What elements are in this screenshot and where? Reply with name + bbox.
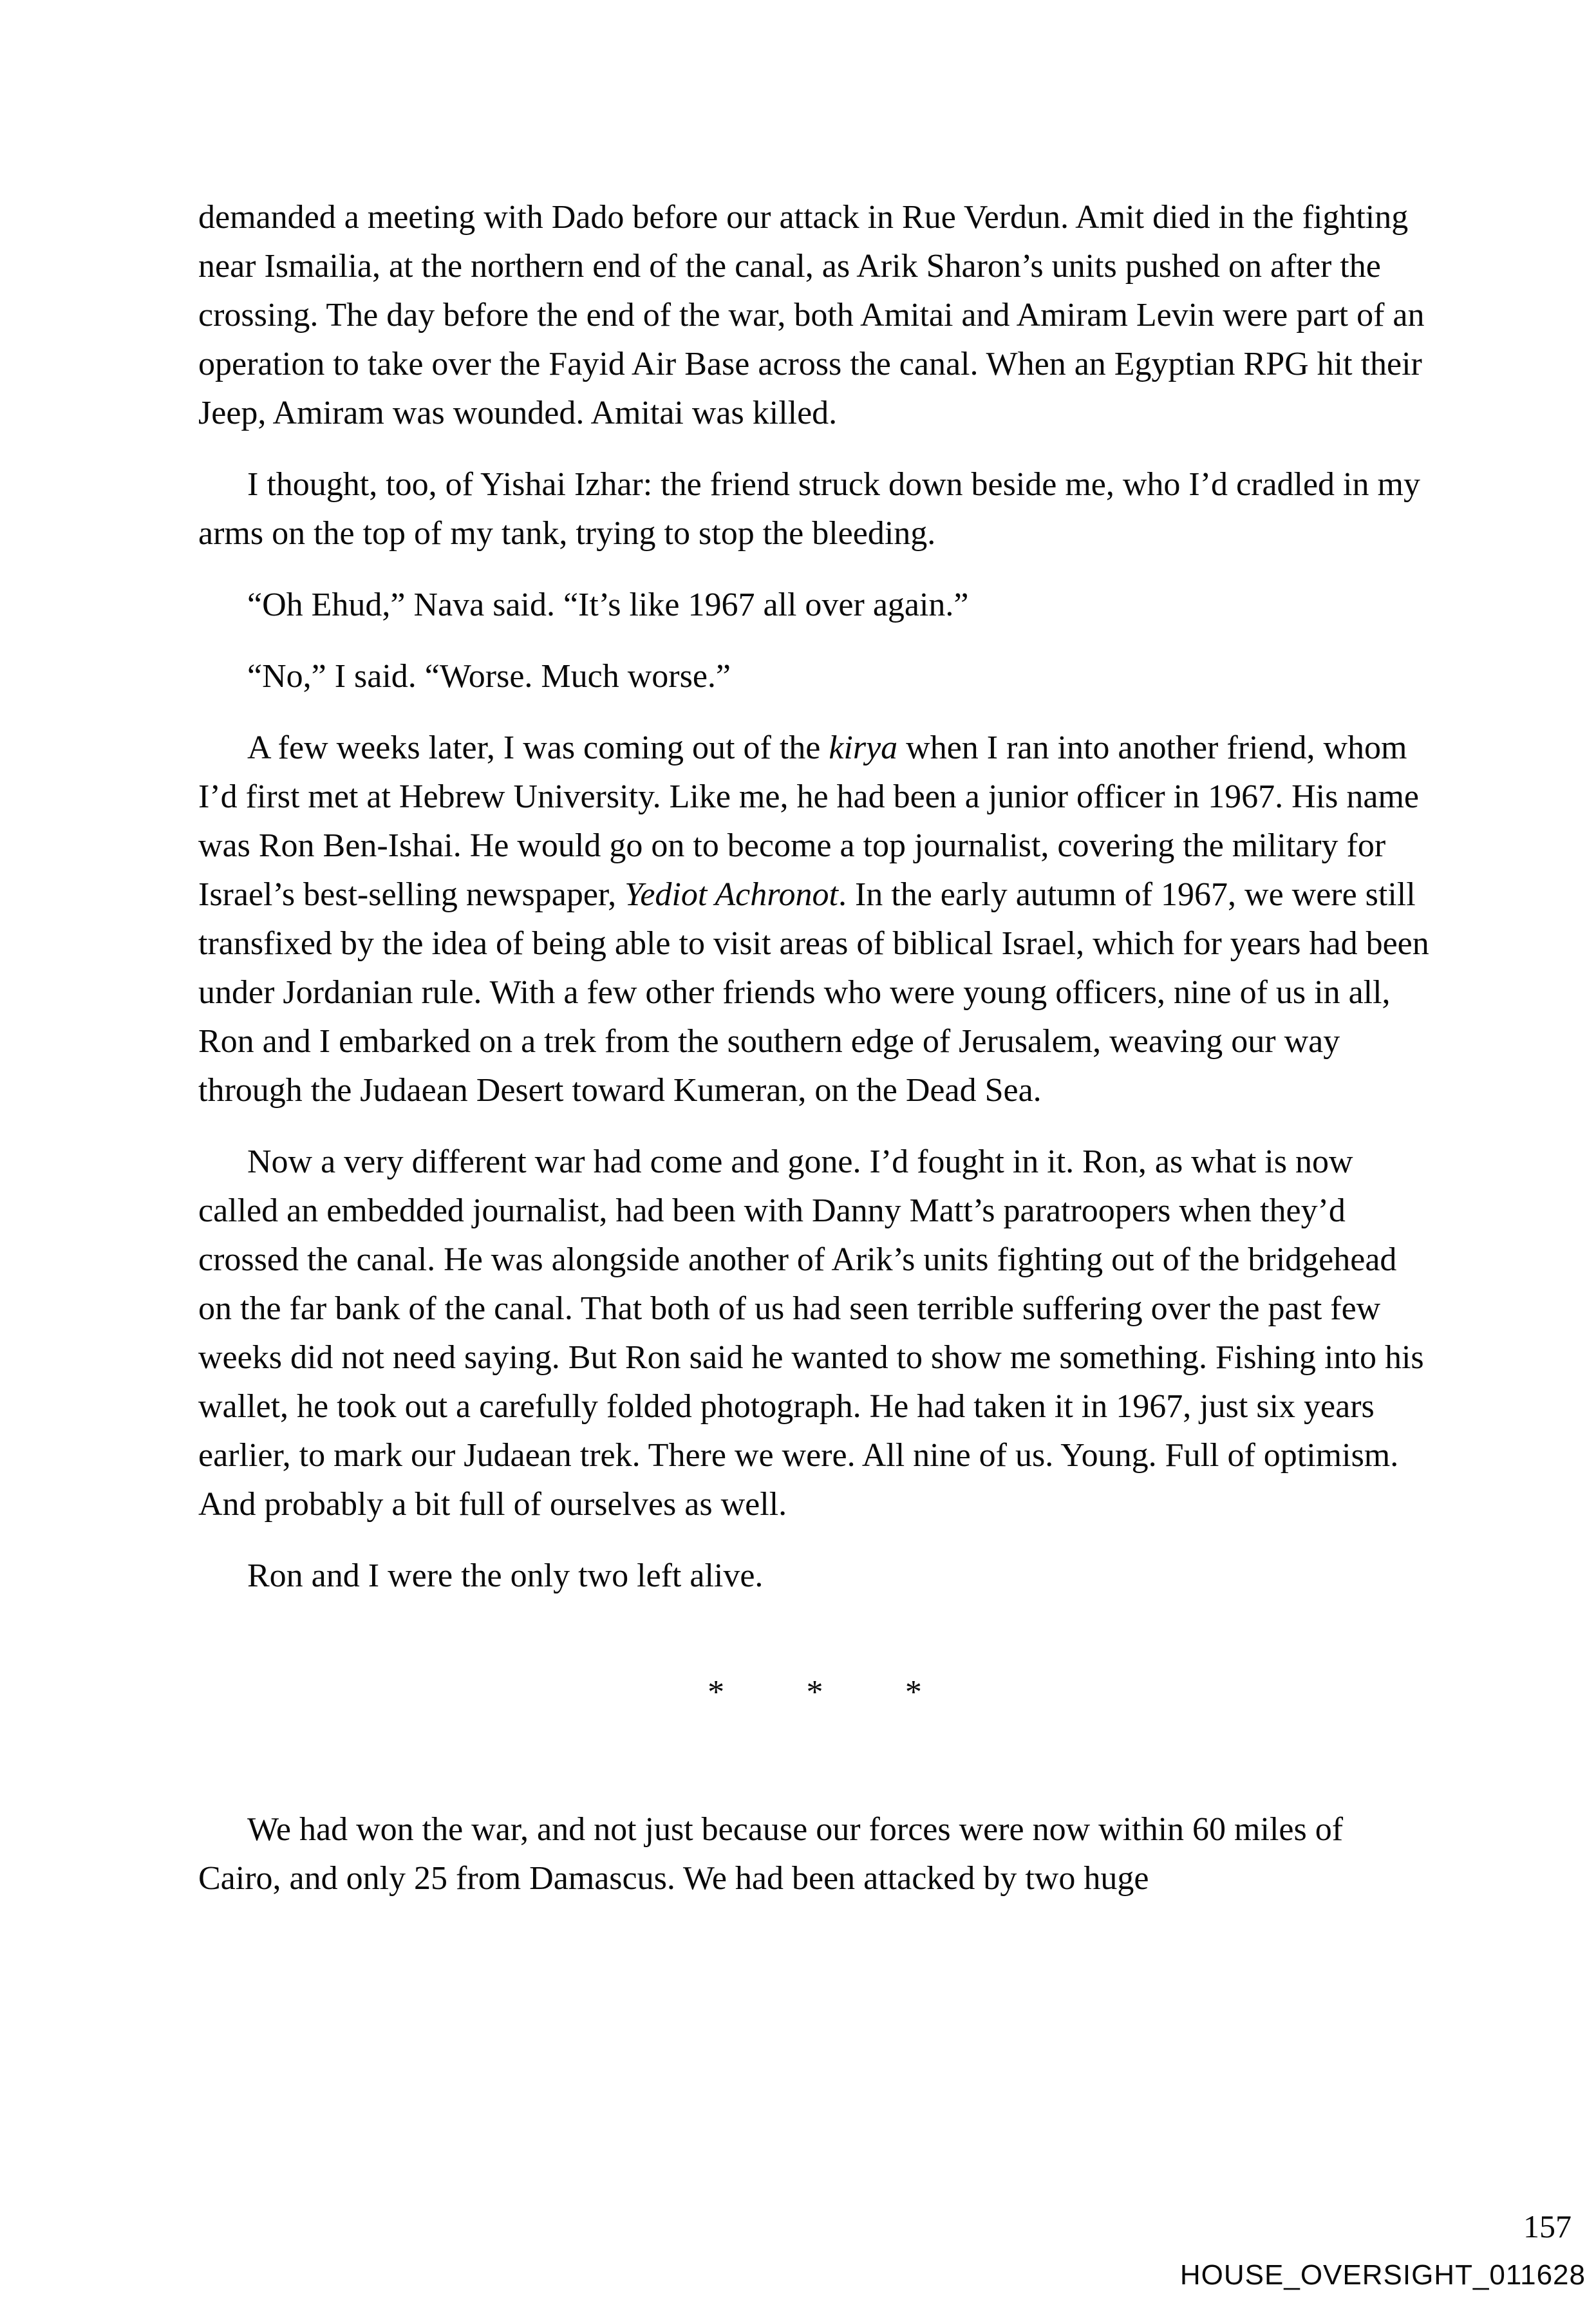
page-number: 157 (1523, 2208, 1572, 2244)
section-break: * * * (708, 1674, 922, 1711)
bates-stamp: HOUSE_OVERSIGHT_011628 (1179, 2259, 1586, 2291)
body-text: We had won the war, and not just because our forces were now within 60 miles of Cairo, and only 25 from Damascus. We had been attacked by two huge (198, 1811, 1344, 1897)
paragraph (198, 724, 1431, 1115)
body-text: . In the early autumn of 1967, we were still transfixed by the idea of being able to visit areas of biblical Israel, which for years had been under Jordanian rule. With a few other friends who were young officers, nine of us in all, Ron and I embarked on a trek from the southern edge of Jerusalem, weaving our way through the Judaean Desert toward Kumeran, on the Dead Sea. (198, 876, 1429, 1109)
page-text (198, 193, 1431, 1926)
body-text: Now a very different war had come and gone. I’d fought in it. Ron, as what is now called an embedded journalist, had been with Danny Matt’s paratroopers when they’d crossed the canal. He was alongside another of Arik’s units fighting out of the bridgehead on the far bank of the canal. That both of us had seen terrible suffering over the past few weeks did not need saying. But Ron said he wanted to show me something. Fishing into his wallet, he took out a carefully folded photograph. He had taken it in 1967, just six years earlier, to mark our Judaean trek. There we were. All nine of us. Young. Full of optimism. And probably a bit full of ourselves as well. (198, 1143, 1424, 1523)
body-text: demanded a meeting with Dado before our attack in Rue Verdun. Amit died in the fighting near Ismailia, at the northern end of the canal, as Arik Sharon’s units pushed on after the crossing. The day before the end of the war, both Amitai and Amiram Levin were part of an operation to take over the Fayid Air Base across the canal. When an Egyptian RPG hit their Jeep, Amiram was wounded. Amitai was killed. (198, 199, 1425, 431)
body-text: Ron and I were the only two left alive. (247, 1557, 764, 1594)
body-text: “No,” I said. “Worse. Much worse.” (247, 658, 731, 695)
paragraph (198, 460, 1431, 558)
italic-text: kirya (829, 729, 898, 766)
body-text: “Oh Ehud,” Nava said. “It’s like 1967 all over again.” (247, 587, 969, 623)
paragraph (198, 652, 1431, 701)
paragraph (198, 1805, 1431, 1903)
paragraph (198, 1138, 1431, 1529)
paragraph (198, 581, 1431, 630)
body-text: when I ran into another friend, whom I’d first met at Hebrew University. Like me, he had been a junior officer in 1967. His name was Ron Ben-Ishai. He would go on to become a top journalist, covering the military for Israel’s best-selling newspaper, (198, 729, 1419, 913)
paragraph (198, 1552, 1431, 1601)
body-text: A few weeks later, I was coming out of the (247, 729, 829, 766)
body-text: I thought, too, of Yishai Izhar: the friend struck down beside me, who I’d cradled in my arms on the top of my tank, trying to stop the bleeding. (198, 466, 1420, 552)
paragraph (198, 193, 1431, 438)
italic-text: Yediot Achronot (624, 876, 838, 913)
